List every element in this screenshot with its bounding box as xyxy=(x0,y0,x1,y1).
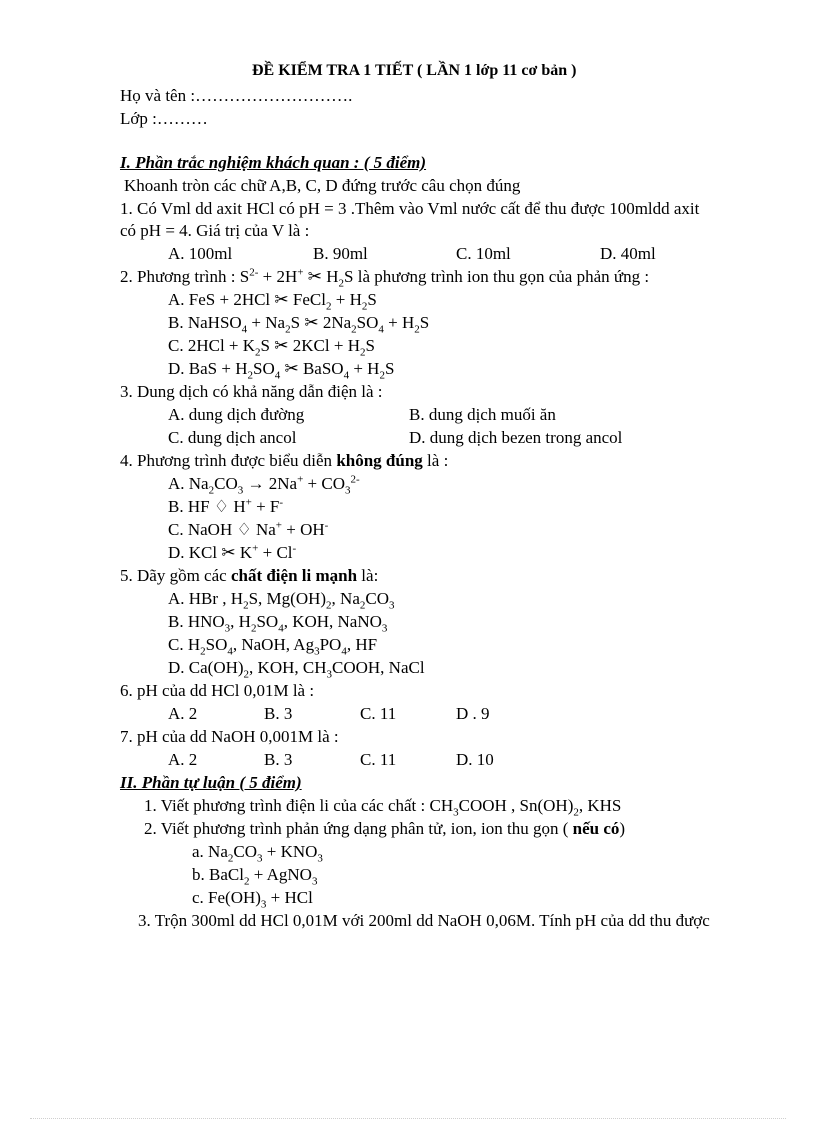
question-2: 2. Phương trình : $S^{2-} + 2H^+$ ✂ $H_2S$ là phương trình ion thu gọn của phản ứng : xyxy=(120,266,650,290)
arrow-icon: ✂ xyxy=(284,359,299,378)
essay-item-2-bold: nếu có xyxy=(572,819,620,838)
q5-suffix: là: xyxy=(357,566,379,585)
question-6: 6. pH của dd HCl 0,01M là : xyxy=(120,681,315,700)
essay-item-2 xyxy=(144,818,625,840)
q5-option-a[interactable]: A. HBr , $H_2S$, $Mg(OH)_2$, $Na_2CO_3$ xyxy=(168,589,395,612)
q2-prefix: 2. Phương trình : S xyxy=(120,267,250,286)
question-3: 3. Dung dịch có khả năng dẫn điện là : xyxy=(120,382,383,401)
equilibrium-icon: ♢ xyxy=(213,497,230,516)
footer-divider xyxy=(30,1118,786,1119)
essay-item-3: 3. Trộn 300ml dd HCl 0,01M với 200ml dd NaOH 0,06M. Tính pH của dd thu được xyxy=(138,911,710,930)
q4-option-c[interactable]: C. NaOH ♢ Na+ + OH- xyxy=(168,519,329,539)
part1-heading: I. Phần trắc nghiệm khách quan : ( 5 điểm) xyxy=(120,153,427,172)
q2-option-a[interactable]: A. FeS + 2HCl ✂ FeCl$_2$ + $H_2S$ xyxy=(168,290,377,313)
q6-option-b[interactable]: B. 3 xyxy=(264,704,293,723)
q5-option-d[interactable]: D. $Ca(OH)_2$, KOH, $CH_3COOH$, NaCl xyxy=(168,658,425,681)
q6-option-c[interactable]: C. 11 xyxy=(360,704,397,723)
q1-option-d[interactable]: D. 40ml xyxy=(600,244,656,263)
q7-option-d[interactable]: D. 10 xyxy=(456,750,494,769)
q2-option-d[interactable]: D. BaS + $H_2SO_4$ ✂ BaSO$_4$ + $H_2S$ xyxy=(168,359,395,382)
essay-item-1: 1. Viết phương trình điện li của các chất : $CH_3COOH$ , $Sn(OH)_2$, KHS xyxy=(144,796,622,819)
q6-option-d[interactable]: D . 9 xyxy=(456,704,490,723)
q6-option-a[interactable]: A. 2 xyxy=(168,704,198,723)
arrow-icon: ✂ xyxy=(307,267,322,286)
q3-option-d[interactable]: D. dung dịch bezen trong ancol xyxy=(409,428,623,447)
question-7: 7. pH của dd NaOH 0,001M là : xyxy=(120,727,339,746)
q4-bold: không đúng xyxy=(336,451,423,470)
q2-option-c[interactable]: C. $2HCl + K_2S$ ✂ $2KCl + H_2S$ xyxy=(168,336,375,359)
essay-item-2-text: 2. Viết phương trình phản ứng dạng phân tử, ion, ion thu gọn ( xyxy=(144,819,573,838)
q4-option-d[interactable]: D. KCl ✂ K+ + Cl- xyxy=(168,542,297,562)
student-class-field: Lớp :……… xyxy=(120,109,208,128)
q4-option-a[interactable]: A. $Na_2CO_3 \to 2Na^+ + CO_3^{2-}$ xyxy=(168,473,360,497)
part2-heading: II. Phần tự luận ( 5 điểm) xyxy=(120,773,302,792)
essay-item-1-text: 1. Viết phương trình điện li của các chất : CH xyxy=(144,796,454,815)
q3-option-a[interactable]: A. dung dịch đường xyxy=(168,405,305,424)
q3-option-b[interactable]: B. dung dịch muối ăn xyxy=(409,405,556,424)
essay-item-2-suffix: ) xyxy=(619,819,626,838)
q2-suffix: là phương trình ion thu gọn của phản ứng : xyxy=(353,267,650,286)
q5-option-c[interactable]: C. $H_2SO_4$, NaOH, $Ag_3PO_4$, HF xyxy=(168,635,378,658)
exam-title: ĐỀ KIỂM TRA 1 TIẾT ( LẦN 1 lớp 11 cơ bản ) xyxy=(252,62,577,79)
q4-suffix: là : xyxy=(422,451,449,470)
question-1-line-1: 1. Có Vml dd axit HCl có pH = 3 .Thêm vào Vml nước cất để thu được 100mldd axit xyxy=(120,199,700,218)
q3-option-c[interactable]: C. dung dịch ancol xyxy=(168,428,297,447)
q4-option-b[interactable]: B. HF ♢ H+ + F- xyxy=(168,496,284,516)
arrow-icon: ✂ xyxy=(274,336,289,355)
arrow-icon: ✂ xyxy=(221,543,236,562)
arrow-icon: ✂ xyxy=(274,290,289,309)
instruction-text: Khoanh tròn các chữ A,B, C, D đứng trước câu chọn đúng xyxy=(124,176,521,195)
q1-option-b[interactable]: B. 90ml xyxy=(313,244,368,263)
q4-prefix: 4. Phương trình được biểu diễn xyxy=(120,451,337,470)
q2-option-b[interactable]: B. NaHSO$_4$ + $Na_2S$ ✂ $2Na_2SO_4 + H_2S$ xyxy=(168,313,430,336)
question-5 xyxy=(120,565,378,587)
essay-item-2c: c. $Fe(OH)_3$ + HCl xyxy=(192,888,313,911)
equilibrium-icon: ♢ xyxy=(236,520,252,539)
arrow-icon: ✂ xyxy=(304,313,319,332)
q7-option-c[interactable]: C. 11 xyxy=(360,750,397,769)
q7-option-a[interactable]: A. 2 xyxy=(168,750,198,769)
essay-item-2a: a. $Na_2CO_3 + KNO_3$ xyxy=(192,842,323,865)
right-arrow-icon: → xyxy=(247,474,265,493)
q1-option-a[interactable]: A. 100ml xyxy=(168,244,233,263)
q5-bold: chất điện li mạnh xyxy=(230,566,358,585)
question-1-line-2: có pH = 4. Giá trị của V là : xyxy=(120,221,310,240)
student-name-field: Họ và tên :………………………. xyxy=(120,86,353,105)
q5-prefix: 5. Dãy gồm các xyxy=(120,566,231,585)
essay-item-2b: b. BaCl$_2$ + AgNO$_3$ xyxy=(192,865,318,888)
q1-option-c[interactable]: C. 10ml xyxy=(456,244,511,263)
q5-option-b[interactable]: B. $HNO_3$, $H_2SO_4$, KOH, NaNO$_3$ xyxy=(168,612,388,635)
q7-option-b[interactable]: B. 3 xyxy=(264,750,293,769)
question-4 xyxy=(120,450,448,472)
